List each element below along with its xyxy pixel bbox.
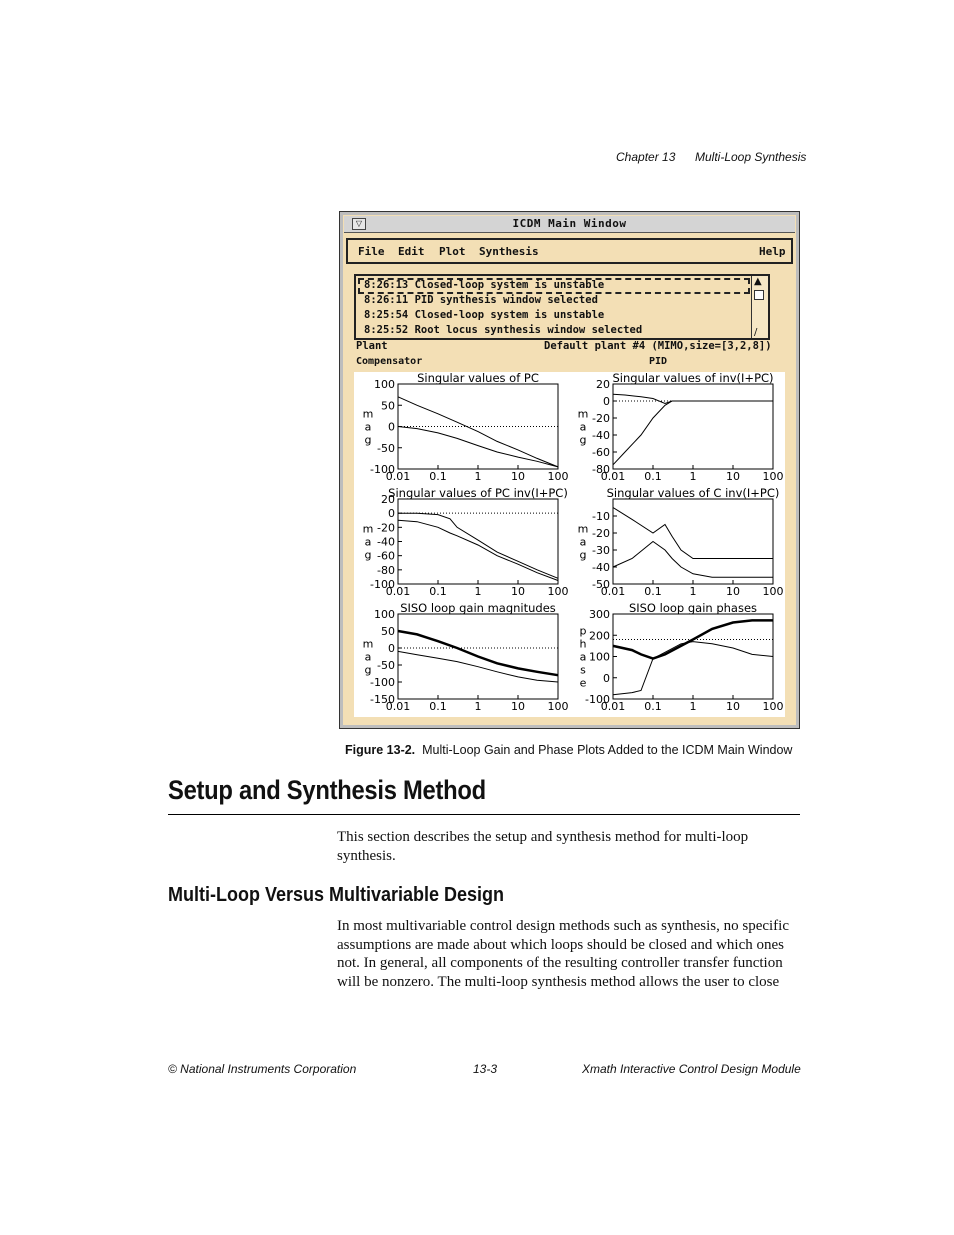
y-tick-label: -40 xyxy=(592,429,610,442)
x-tick-label: 0.01 xyxy=(600,585,626,598)
y-tick-label: -40 xyxy=(592,561,610,574)
y-axis-label: m xyxy=(362,522,374,536)
x-tick-label: 10 xyxy=(726,470,740,483)
x-tick-label: 0.01 xyxy=(385,700,411,713)
plot-area xyxy=(354,372,785,717)
x-tick-label: 100 xyxy=(762,700,784,713)
y-tick-label: -100 xyxy=(370,463,395,476)
plot-frame xyxy=(613,614,773,699)
y-axis-label: a xyxy=(579,535,587,549)
running-header-section: Multi-Loop Synthesis xyxy=(695,150,807,164)
plot-frame xyxy=(613,499,773,584)
y-tick-label: 300 xyxy=(589,608,610,621)
y-tick-label: -150 xyxy=(370,693,395,706)
y-axis-label: g xyxy=(364,433,372,447)
footer-right: Xmath Interactive Control Design Module xyxy=(582,1062,801,1076)
x-tick-label: 0.1 xyxy=(429,700,447,713)
y-axis-label: m xyxy=(362,407,374,421)
footer-page-number: 13-3 xyxy=(473,1062,498,1076)
x-tick-label: 1 xyxy=(474,585,482,598)
log-scrollbar[interactable] xyxy=(751,276,768,338)
log-line[interactable]: 8:26:13 Closed-loop system is unstable xyxy=(364,279,605,291)
y-tick-label: -100 xyxy=(370,676,395,689)
y-axis-label: m xyxy=(362,637,374,651)
y-tick-label: 0 xyxy=(388,420,395,434)
log-line[interactable]: 8:26:11 PID synthesis window selected xyxy=(364,294,598,306)
y-tick-label: -100 xyxy=(585,693,610,706)
y-tick-label: 100 xyxy=(589,650,610,664)
menu-file[interactable]: File xyxy=(358,245,385,258)
x-tick-label: 0.1 xyxy=(644,470,662,483)
y-axis-label: g xyxy=(579,548,587,562)
message-log[interactable] xyxy=(354,274,770,340)
y-tick-label: 100 xyxy=(374,608,395,621)
x-tick-label: 0.01 xyxy=(600,700,626,713)
x-tick-label: 0.01 xyxy=(600,470,626,483)
subsection-text: In most multivariable control design methods such as synthesis, no specific assumptions are made about which loops should be closed and which ones not. In general, all components of the resulting controller transfer function will be nonzero. The multi-loop synthesis method allows the user to close xyxy=(337,918,790,990)
figure-caption-text: Multi-Loop Gain and Phase Plots Added to the ICDM Main Window xyxy=(422,743,793,757)
x-tick-label: 0.1 xyxy=(644,585,662,598)
y-tick-label: -50 xyxy=(377,659,395,672)
y-tick-label: -50 xyxy=(592,578,610,591)
menu-help[interactable]: Help xyxy=(759,245,786,258)
y-tick-label: 50 xyxy=(381,399,395,413)
y-tick-label: 50 xyxy=(381,625,395,638)
plot-title: SISO loop gain magnitudes xyxy=(400,601,556,615)
menu-synthesis[interactable]: Synthesis xyxy=(479,245,539,258)
compensator-label: Compensator xyxy=(356,356,423,367)
x-tick-label: 0.01 xyxy=(385,470,411,483)
y-tick-label: -80 xyxy=(377,563,395,577)
x-tick-label: 0.1 xyxy=(429,470,447,483)
x-tick-label: 10 xyxy=(511,470,525,483)
y-tick-label: 200 xyxy=(589,629,610,643)
x-tick-label: 1 xyxy=(689,470,697,483)
y-axis-label: a xyxy=(364,535,372,549)
y-tick-label: -60 xyxy=(377,549,395,563)
footer-left: © National Instruments Corporation xyxy=(168,1062,357,1076)
figure-label: Figure 13-2. xyxy=(345,743,416,757)
y-axis-label: a xyxy=(364,650,372,664)
x-tick-label: 1 xyxy=(474,700,482,713)
x-tick-label: 100 xyxy=(762,470,784,483)
plant-value: Default plant #4 (MIMO,size=[3,2,8]) xyxy=(544,340,772,352)
y-axis-label: s xyxy=(580,663,586,677)
y-axis-label: g xyxy=(364,663,372,677)
window-title-bar[interactable] xyxy=(344,216,795,233)
x-tick-label: 1 xyxy=(689,700,697,713)
x-tick-label: 100 xyxy=(547,700,569,713)
compensator-value: PID xyxy=(649,356,668,367)
y-tick-label: -30 xyxy=(592,544,610,557)
y-tick-label: 0 xyxy=(388,642,395,655)
y-tick-label: 100 xyxy=(374,378,395,391)
plot-title: Singular values of C inv(I+PC) xyxy=(606,486,780,500)
scroll-down-icon[interactable]: / xyxy=(754,327,758,338)
log-line[interactable]: 8:25:54 Closed-loop system is unstable xyxy=(364,309,605,321)
x-tick-label: 100 xyxy=(547,470,569,483)
y-axis-label: p xyxy=(579,624,587,638)
y-axis-label: e xyxy=(579,676,587,690)
y-tick-label: 20 xyxy=(381,493,395,506)
plot-title: Singular values of PC inv(I+PC) xyxy=(388,486,568,500)
x-tick-label: 100 xyxy=(547,585,569,598)
plot-title: Singular values of inv(I+PC) xyxy=(612,372,774,385)
x-tick-label: 10 xyxy=(511,700,525,713)
menu-edit[interactable]: Edit xyxy=(398,245,425,258)
plant-label: Plant xyxy=(356,340,388,352)
y-tick-label: -60 xyxy=(592,446,610,459)
y-axis-label: m xyxy=(577,407,589,421)
y-tick-label: -20 xyxy=(592,412,610,425)
menu-plot[interactable]: Plot xyxy=(439,245,466,258)
y-tick-label: -50 xyxy=(377,441,395,455)
y-axis-label: m xyxy=(577,522,589,536)
y-axis-label: h xyxy=(579,637,587,651)
section-intro: This section describes the setup and synthesis method for multi-loop synthesis. xyxy=(337,829,749,864)
x-tick-label: 1 xyxy=(689,585,697,598)
log-line[interactable]: 8:25:52 Root locus synthesis window selected xyxy=(364,324,643,336)
y-axis-label: a xyxy=(579,420,587,434)
window-menu-icon[interactable]: ▽ xyxy=(352,218,366,230)
icdm-main-window xyxy=(339,211,800,729)
scroll-up-icon[interactable]: ▲ xyxy=(754,276,762,287)
figure-caption xyxy=(345,743,792,757)
y-tick-label: 0 xyxy=(603,395,610,408)
section-rule xyxy=(168,814,800,815)
menu-bar xyxy=(346,238,793,264)
y-tick-label: -80 xyxy=(592,463,610,476)
y-axis-label: a xyxy=(364,420,372,434)
x-tick-label: 0.1 xyxy=(644,700,662,713)
y-axis-label: a xyxy=(579,650,587,664)
y-tick-label: -100 xyxy=(370,578,395,591)
y-tick-label: -20 xyxy=(592,527,610,540)
plot-title: SISO loop gain phases xyxy=(628,601,758,615)
section-title: Setup and Synthesis Method xyxy=(168,775,486,805)
running-header-chapter: Chapter 13 xyxy=(616,150,676,164)
y-tick-label: -40 xyxy=(377,535,395,549)
y-tick-label: 20 xyxy=(596,378,610,391)
x-tick-label: 10 xyxy=(726,585,740,598)
y-tick-label: 0 xyxy=(388,507,395,521)
x-tick-label: 10 xyxy=(511,585,525,598)
window-title: ICDM Main Window xyxy=(512,217,627,230)
x-tick-label: 0.1 xyxy=(429,585,447,598)
x-tick-label: 100 xyxy=(762,585,784,598)
y-axis-label: g xyxy=(364,548,372,562)
scroll-thumb[interactable] xyxy=(754,290,764,300)
x-tick-label: 1 xyxy=(474,470,482,483)
plot-title: Singular values of PC xyxy=(417,372,539,385)
y-axis-label: g xyxy=(579,433,587,447)
y-tick-label: -20 xyxy=(377,521,395,535)
y-tick-label: -10 xyxy=(592,510,610,523)
y-tick-label: 0 xyxy=(603,671,610,685)
subsection-title: Multi-Loop Versus Multivariable Design xyxy=(168,884,505,906)
x-tick-label: 0.01 xyxy=(385,585,411,598)
x-tick-label: 10 xyxy=(726,700,740,713)
